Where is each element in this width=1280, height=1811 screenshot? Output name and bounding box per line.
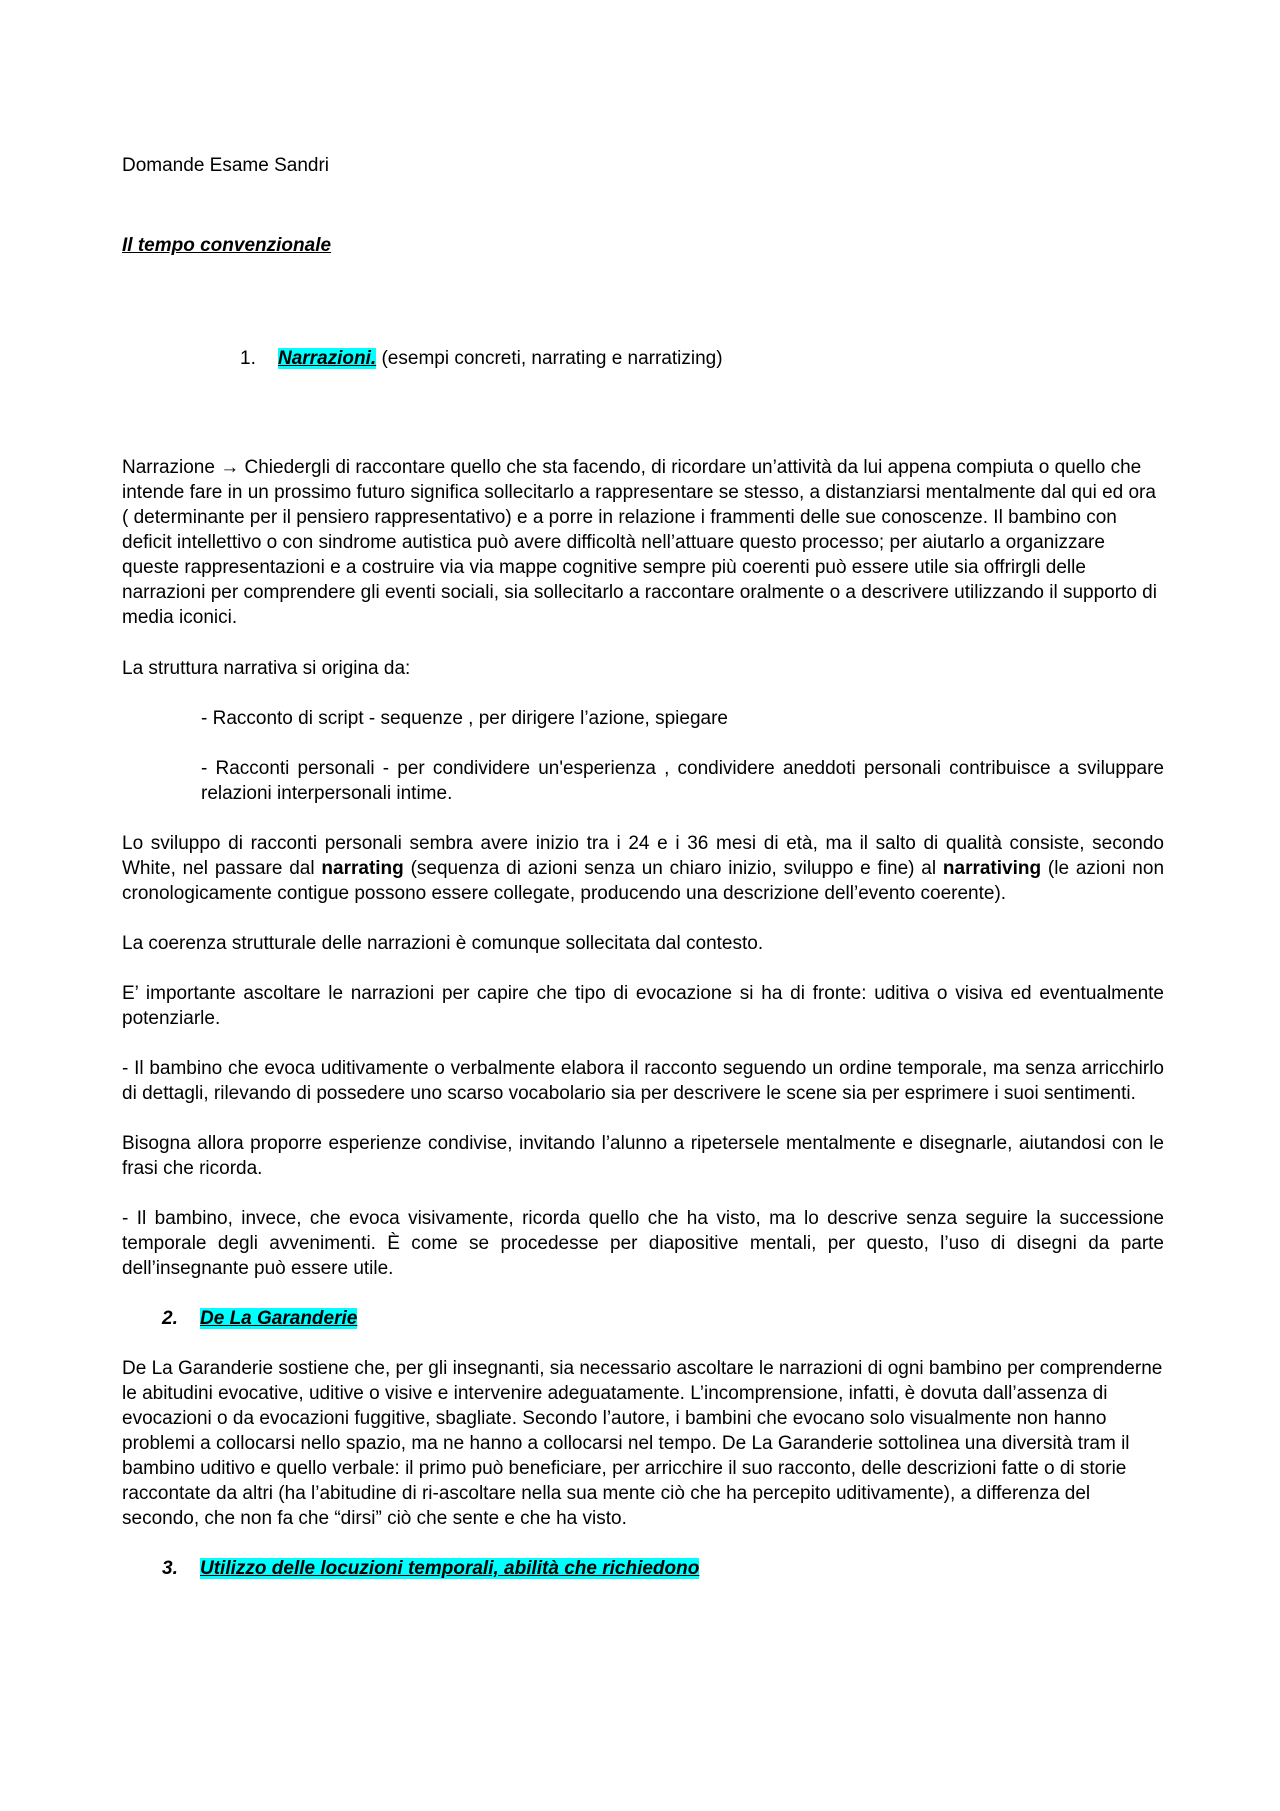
- heading-subtitle: (esempi concreti, narrating e narratizing): [381, 348, 723, 369]
- heading-number: 3.: [162, 1558, 178, 1579]
- section-title: Il tempo convenzionale: [122, 235, 332, 256]
- heading-title-highlighted: Utilizzo delle locuzioni temporali, abilità che richiedono: [200, 1558, 700, 1579]
- paragraph-struttura-narrativa: La struttura narrativa si origina da:: [122, 658, 411, 679]
- list-item-racconti-personali: - Racconti personali - per condividere un'esperienza , condividere aneddoti personali contribuisce a sviluppare relazioni interpersonali intime.: [201, 758, 1164, 804]
- paragraph-narrazione-block: [122, 455, 1164, 655]
- body-text-block: [122, 656, 1164, 1606]
- numbered-heading-2: [162, 1306, 1164, 1331]
- text-run: Lo sviluppo di racconti personali sembra avere inizio tra i 24 e i 36 mesi di età, ma il salto di qualità consiste, secondo White, nel passare dal: [122, 833, 1164, 879]
- heading-title-highlighted: Narrazioni.: [278, 348, 377, 369]
- paragraph-evoca-visivamente: - Il bambino, invece, che evoca visivamente, ricorda quello che ha visto, ma lo descrive senza seguire la successione temporale degli avvenimenti. È come se procedesse per diapositive mentali, per questo, l’uso di disegni da parte dell’insegnante può essere utile.: [122, 1208, 1164, 1279]
- numbered-heading-3: [162, 1556, 1164, 1581]
- heading-number: 2.: [162, 1308, 178, 1329]
- paragraph-coerenza: La coerenza strutturale delle narrazioni è comunque sollecitata dal contesto.: [122, 933, 764, 954]
- text-run: (sequenza di azioni senza un chiaro inizio, sviluppo e fine) al: [403, 858, 943, 879]
- list-item-script: - Racconto di script - sequenze , per dirigere l’azione, spiegare: [201, 708, 728, 729]
- paragraph-narrazione: Narrazione → Chiedergli di raccontare quello che sta facendo, di ricordare un’attività da lui appena compiuta o quello che intende fare in un prossimo futuro significa sollecitarlo a rappresentare se stesso, a distanziarsi mentalmente dal qui ed ora ( determinante per il pensiero rappresentativo) e a porre in relazione i frammenti delle sue conoscenze. Il bambino con deficit intellettivo o con sindrome autistica può avere difficoltà nell’attuare questo processo; per aiutarlo a organizzare queste rappresentazioni e a costruire via via mappe cognitive sempre più coerenti può essere utile sia offrirgli delle narrazioni per comprendere gli eventi sociali, sia sollecitarlo a raccontare oralmente o a descrivere utilizzando il supporto di media iconici.: [122, 457, 1157, 628]
- bold-term-narrativing: narrativing: [942, 858, 1042, 879]
- numbered-heading-1: [240, 348, 723, 370]
- paragraph-sviluppo-racconti: [122, 831, 1164, 906]
- document-title: Domande Esame Sandri: [122, 155, 329, 176]
- text-run: (le azioni non cronologicamente contigue possono essere collegate, producendo una descrizione dell’evento coerente).: [122, 858, 1165, 904]
- paragraph-de-la-garanderie: De La Garanderie sostiene che, per gli insegnanti, sia necessario ascoltare le narrazioni di ogni bambino per comprenderne le abitudini evocative, uditive o visive e intervenire adeguatamente. L’incomprensione, infatti, è dovuta dall’assenza di evocazioni o da evocazioni fuggitive, sbagliate. Secondo l’autore, i bambini che evocano solo visualmente non hanno problemi a collocarsi nello spazio, ma ne hanno a collocarsi nel tempo. De La Garanderie sottolinea una diversità tram il bambino uditivo e quello verbale: il primo può beneficiare, per arricchire il suo racconto, delle descrizioni fatte o di storie raccontate da altri (ha l’abitudine di ri-ascoltare nella sua mente ciò che ha percepito uditivamente), a differenza del secondo, che non fa che “dirsi” ciò che sente e che ha visto.: [122, 1358, 1163, 1529]
- heading-number: 1.: [240, 348, 256, 369]
- bold-term-narrating: narrating: [321, 858, 404, 879]
- paragraph-ascoltare: E’ importante ascoltare le narrazioni per capire che tipo di evocazione si ha di fronte: uditiva o visiva ed eventualmente potenziarle.: [122, 983, 1164, 1029]
- heading-title-highlighted: De La Garanderie: [200, 1308, 358, 1329]
- paragraph-evoca-uditivamente: - Il bambino che evoca uditivamente o verbalmente elabora il racconto seguendo un ordine temporale, ma senza arricchirlo di dettagli, rilevando di possedere uno scarso vocabolario sia per descrivere le scene sia per esprimere i suoi sentimenti.: [122, 1058, 1164, 1104]
- paragraph-esperienze-condivise: Bisogna allora proporre esperienze condivise, invitando l’alunno a ripetersele mentalmente e disegnarle, aiutandosi con le frasi che ricorda.: [122, 1133, 1164, 1179]
